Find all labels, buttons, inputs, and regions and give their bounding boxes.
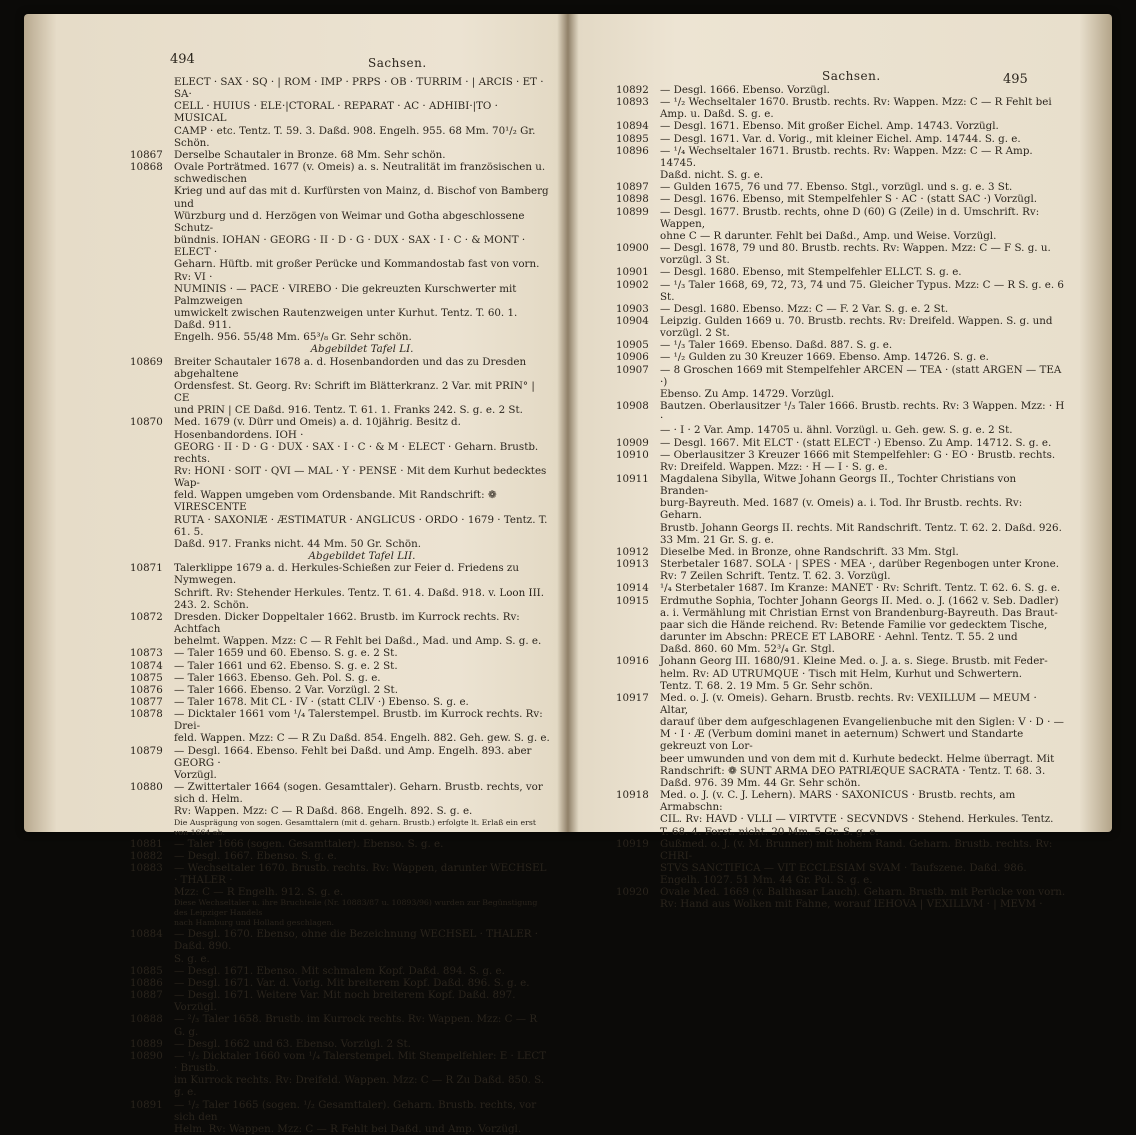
lot-description: — Taler 1678. Mit CL · IV · (statt CLIV ·) Ebenso. S. g. e. bbox=[174, 695, 469, 708]
lot-number: 10894 bbox=[616, 120, 649, 133]
catalog-entry bbox=[616, 692, 1066, 789]
lot-description: — Desgl. 1676. Ebenso, mit Stempelfehler S · AC · (statt SAC ·) Vorzügl. bbox=[660, 193, 1038, 206]
lot-number: 10879 bbox=[130, 744, 163, 757]
lot-description: — ¹/₄ Wechseltaler 1671. Brustb. rechts. Rv: Wappen. Mzz: C — R Amp. 14745. Daßd. nicht. S. g. e. bbox=[660, 144, 1033, 182]
lot-description: — Taler 1659 und 60. Ebenso. S. g. e. 2 St. bbox=[174, 647, 398, 660]
footnote bbox=[130, 818, 550, 838]
lot-number: 10889 bbox=[130, 1037, 163, 1050]
catalog-entry bbox=[616, 193, 1066, 205]
lot-number: 10875 bbox=[130, 671, 163, 684]
lot-number: 10908 bbox=[616, 400, 649, 413]
catalog-entry bbox=[616, 789, 1066, 838]
lot-number: 10887 bbox=[130, 989, 163, 1002]
lot-number: 10912 bbox=[616, 545, 649, 558]
lot-description: — Taler 1666 (sogen. Gesamttaler). Ebenso. S. g. e. bbox=[174, 837, 444, 850]
catalog-entry bbox=[130, 161, 550, 343]
lot-number: 10920 bbox=[616, 886, 649, 899]
lot-number: 10884 bbox=[130, 928, 163, 941]
lot-number: 10870 bbox=[130, 416, 163, 429]
lot-description: — Oberlausitzer 3 Kreuzer 1666 mit Stempelfehler: G · EO · Brustb. rechts. Rv: Dreifeld. Wappen. Mzz: · H — I · S. g. e. bbox=[660, 448, 1056, 473]
catalog-entry bbox=[616, 279, 1066, 303]
catalog-entry bbox=[616, 315, 1066, 339]
lot-description: — Taler 1663. Ebenso. Geh. Pol. S. g. e. bbox=[174, 671, 381, 684]
lot-description: — Dicktaler 1661 vom ¹/₄ Talerstempel. Brustb. im Kurrock rechts. Rv: Drei- feld. Wappen. Mzz: C — R Zu Daßd. 854. Engelh. 882. Geh. gew. S. g. e. bbox=[174, 708, 550, 745]
lot-description: — ¹/₂ Gulden zu 30 Kreuzer 1669. Ebenso. Amp. 14726. S. g. e. bbox=[660, 351, 989, 364]
catalog-entry bbox=[616, 133, 1066, 145]
left-page bbox=[24, 14, 564, 1135]
catalog-entry bbox=[130, 647, 550, 659]
lot-description: ¹/₄ Sterbetaler 1687. Im Kranze: MANET · Rv: Schrift. Tentz. T. 62. 6. S. g. e. bbox=[660, 582, 1061, 595]
lot-number: 10880 bbox=[130, 781, 163, 794]
lot-number: 10909 bbox=[616, 436, 649, 449]
lot-number: 10915 bbox=[616, 594, 649, 607]
lot-description: — Desgl. 1664. Ebenso. Fehlt bei Daßd. und Amp. Engelh. 893. aber GEORG · Vorzügl. bbox=[174, 744, 532, 781]
lot-description: Med. 1679 (v. Dürr und Omeis) a. d. 10jährig. Besitz d. Hosenbandordens. IOH · GEORG · II · D · G · DUX · SAX · I · C · & M · ELECT · Geharn. Brustb. rechts. Rv: HONI · SOIT · QVI — MAL · Y · PENSE · Mit dem Kurhut bedecktes Wap- feld. Wappen umgeben vom Ordensbande. Mit Randschrift: ❁ VIRESCENTE RUTA · SAXONIÆ · ÆSTIMATUR · ANGLICUS · ORDO · 1679 · Tentz. T. 61. 5. Daßd. 917. Franks nicht. 44 Mm. 50 Gr. Schön. bbox=[174, 416, 548, 550]
catalog-entry bbox=[616, 582, 1066, 594]
lot-number: 10886 bbox=[130, 976, 163, 989]
lot-number: 10876 bbox=[130, 683, 163, 696]
lot-description: Bautzen. Oberlausitzer ¹/₃ Taler 1666. Brustb. rechts. Rv: 3 Wappen. Mzz: · H · — · I · 2 Var. Amp. 14705 u. ähnl. Vorzügl. u. Geh. gew. S. g. e. 2 St. bbox=[660, 400, 1065, 437]
catalog-entry bbox=[616, 242, 1066, 266]
footnote bbox=[130, 898, 550, 928]
catalog-entry bbox=[616, 886, 1066, 910]
lot-description: ELECT · SAX · SQ · | ROM · IMP · PRPS · OB · TURRIM · | ARCIS · ET · SA· CELL · HUIUS · ELE·|CTORAL · REPARAT · AC · ADHIBI·|TO · MUSICAL CAMP · etc. Tentz. T. 59. 3. Daßd. 908. Engelh. 955. 68 Mm. 70¹/₂ Gr. Schön. bbox=[174, 76, 544, 149]
lot-number: 10885 bbox=[130, 964, 163, 977]
catalog-entry bbox=[616, 364, 1066, 400]
right-page bbox=[572, 14, 1112, 911]
lot-number: 10895 bbox=[616, 132, 649, 145]
lot-description: — ¹/₃ Taler 1669. Ebenso. Daßd. 887. S. g. e. bbox=[660, 339, 893, 352]
lot-description: Med. o. J. (v. Omeis). Geharn. Brustb. rechts. Rv: VEXILLUM — MEUM · Altar, darauf über dem aufgeschlagenen Evangelienbuche mit den Siglen: V · D · — M · I · Æ (Verbum domini manet in aeternum) Schwert und Standarte gekreuzt von Lor- beer umwunden und von dem mit d. Kurhute bedeckt. Helme überragt. Mit Randschrift: ❁ SUNT ARMA DEO PATRIÆQUE SACRATA · Tentz. T. 68. 3. Daßd. 976. 39 Mm. 44 Gr. Sehr schön. bbox=[660, 691, 1064, 789]
lot-number: 10881 bbox=[130, 837, 163, 850]
lot-description: — ¹/₂ Dicktaler 1660 vom ¹/₄ Talerstempel. Mit Stempelfehler: E · LECT · Brustb. im Kurrock rechts. Rv: Dreifeld. Wappen. Mzz: C — R Zu Daßd. 850. S. g. e. bbox=[174, 1049, 547, 1099]
lot-number: 10907 bbox=[616, 363, 649, 376]
lot-number: 10901 bbox=[616, 266, 649, 279]
lot-number: 10890 bbox=[130, 1049, 163, 1062]
lot-description: — Desgl. 1671. Var. d. Vorig., mit kleiner Eichel. Amp. 14744. S. g. e. bbox=[660, 132, 1021, 145]
lot-number: 10898 bbox=[616, 193, 649, 206]
lot-description: Ovale Med. 1669 (v. Balthasar Lauch). Geharn. Brustb. mit Perücke von vorn. Rv: Hand aus Wolken mit Fahne, worauf IEHOVA | VEXILLVM · | MEVM · bbox=[660, 886, 1066, 911]
lot-description: — Gulden 1675, 76 und 77. Ebenso. Stgl., vorzügl. und s. g. e. 3 St. bbox=[660, 181, 1013, 194]
lot-description: Magdalena Sibylla, Witwe Johann Georgs II., Tochter Christians von Branden- burg-Bayreuth. Med. 1687 (v. Omeis) a. i. Tod. Ihr Brustb. rechts. Rv: Geharn. Brustb. Johann Georgs II. rechts. Mit Randschrift. Tentz. T. 62. 2. Daßd. 926. 33 Mm. 21 Gr. S. g. e. bbox=[660, 473, 1062, 546]
catalog-entry bbox=[130, 928, 550, 964]
lot-number: 10902 bbox=[616, 278, 649, 291]
page-number: 495 bbox=[1003, 72, 1028, 87]
catalog-entry bbox=[616, 437, 1066, 449]
catalog-entry bbox=[616, 145, 1066, 181]
catalog-entry bbox=[130, 1099, 550, 1135]
lot-description: — Taler 1666. Ebenso. 2 Var. Vorzügl. 2 St. bbox=[174, 683, 398, 696]
lot-description: — Desgl. 1677. Brustb. rechts, ohne D (60) G (Zeile) in d. Umschrift. Rv: Wappen, ohne C — R darunter. Fehlt bei Daßd., Amp. und Weise. Vorzügl. bbox=[660, 205, 1040, 242]
lot-description: Med. o. J. (v. C. J. Lehern). MARS · SAXONICUS · Brustb. rechts, am Armabschn: CIL. Rv: HAVD · VLLI — VIRTVTE · SECVNDVS · Stehend. Herkules. Tentz. T. 68. 4. Forst. nicht. 20 Mm. 5 Gr. S. g. e. bbox=[660, 789, 1054, 838]
lot-description: — Taler 1661 und 62. Ebenso. S. g. e. 2 St. bbox=[174, 659, 398, 672]
lot-description: Derselbe Schautaler in Bronze. 68 Mm. Sehr schön. bbox=[174, 148, 446, 161]
plate-caption bbox=[130, 550, 550, 562]
lot-number: 10883 bbox=[130, 861, 163, 874]
catalog-entry bbox=[130, 76, 550, 149]
lot-number: 10899 bbox=[616, 205, 649, 218]
catalog-entry bbox=[130, 862, 550, 898]
plate-caption bbox=[130, 343, 550, 355]
lot-number: 10874 bbox=[130, 659, 163, 672]
lot-description: Leipzig. Gulden 1669 u. 70. Brustb. rechts. Rv: Dreifeld. Wappen. S. g. und vorzügl. 2 St. bbox=[660, 314, 1053, 340]
lot-description: — Desgl. 1667. Mit ELCT · (statt ELECT ·) Ebenso. Zu Amp. 14712. S. g. e. bbox=[660, 436, 1052, 449]
lot-number bbox=[130, 898, 174, 928]
lot-number: 10867 bbox=[130, 148, 163, 161]
catalog-entry bbox=[616, 181, 1066, 193]
lot-description: — ¹/₃ Taler 1668, 69, 72, 73, 74 und 75. Gleicher Typus. Mzz: C — R S. g. e. 6 St. bbox=[660, 278, 1064, 303]
lot-number: 10872 bbox=[130, 610, 163, 623]
lot-number: 10888 bbox=[130, 1013, 163, 1026]
lot-number: 10914 bbox=[616, 582, 649, 595]
lot-description: — Desgl. 1666. Ebenso. Vorzügl. bbox=[660, 84, 830, 96]
lot-description: Dieselbe Med. in Bronze, ohne Randschrift. 33 Mm. Stgl. bbox=[660, 545, 959, 558]
lot-description: — Zwittertaler 1664 (sogen. Gesamttaler). Geharn. Brustb. rechts, vor sich d. Helm. Rv: Wappen. Mzz: C — R Daßd. 868. Engelh. 892. S. g. e. bbox=[174, 781, 543, 818]
catalog-entry bbox=[130, 672, 550, 684]
lot-number: 10900 bbox=[616, 242, 649, 255]
catalog-entry bbox=[616, 400, 1066, 436]
lot-description: Talerklippe 1679 a. d. Herkules-Schießen zur Feier d. Friedens zu Nymwegen. Schrift. Rv: Stehender Herkules. Tentz. T. 61. 4. Daßd. 918. v. Loon III. 243. 2. Schön. bbox=[174, 562, 544, 611]
catalog-entry bbox=[130, 684, 550, 696]
catalog-entry bbox=[130, 1038, 550, 1050]
lot-number: 10897 bbox=[616, 181, 649, 194]
catalog-entry bbox=[616, 266, 1066, 278]
lot-description: Erdmuthe Sophia, Tochter Johann Georgs II. Med. o. J. (1662 v. Seb. Dadler) a. i. Vermählung mit Christian Ernst von Brandenburg-Bayreuth. Das Braut- paar sich die Hände reichend. Rv: Betende Familie vor gedecktem Tische, darunter im Abschn: PRECE ET LABORE · Aehnl. Tentz. T. 55. 2 und Daßd. 860. 60 Mm. 52³/₄ Gr. Stgl. bbox=[660, 594, 1059, 656]
lot-number: 10918 bbox=[616, 789, 649, 802]
lot-number: 10878 bbox=[130, 708, 163, 721]
lot-number: 10891 bbox=[130, 1098, 163, 1111]
open-book bbox=[24, 14, 1112, 1135]
catalog-entry bbox=[616, 558, 1066, 582]
lot-number: 10903 bbox=[616, 302, 649, 315]
catalog-entry bbox=[130, 149, 550, 161]
catalog-entry bbox=[616, 473, 1066, 546]
lot-number: 10868 bbox=[130, 161, 163, 174]
lot-number: 10896 bbox=[616, 144, 649, 157]
lot-number: 10892 bbox=[616, 84, 649, 96]
lot-description: — ¹/₂ Taler 1665 (sogen. ¹/₂ Gesamttaler). Geharn. Brustb. rechts, vor sich den Helm. Rv: Wappen. Mzz: C — R Fehlt bei Daßd. und Amp. Vorzügl. bbox=[174, 1098, 537, 1135]
catalog-entry bbox=[130, 850, 550, 862]
catalog-entry bbox=[130, 989, 550, 1013]
lot-number: 10871 bbox=[130, 562, 163, 575]
catalog-entry bbox=[616, 96, 1066, 120]
lot-description: — Desgl. 1671. Ebenso. Mit schmalem Kopf. Daßd. 894. S. g. e. bbox=[174, 964, 505, 977]
lot-number: 10913 bbox=[616, 558, 649, 571]
lot-description: — Desgl. 1671. Weitere Var. Mit noch breiterem Kopf. Daßd. 897. Vorzügl. bbox=[174, 989, 516, 1014]
lot-number: 10905 bbox=[616, 339, 649, 352]
catalog-entry bbox=[130, 356, 550, 417]
caption-text: Abgebildet Tafel LI. bbox=[310, 343, 414, 356]
lot-number: 10873 bbox=[130, 647, 163, 660]
lot-description: — Wechseltaler 1670. Brustb. rechts. Rv: Wappen, darunter WECHSEL · THALER · Mzz: C — R Engelh. 912. S. g. e. bbox=[174, 861, 547, 899]
catalog-entry bbox=[616, 120, 1066, 132]
catalog-entry bbox=[616, 351, 1066, 363]
lot-number: 10916 bbox=[616, 655, 649, 668]
lot-description: — Desgl. 1662 und 63. Ebenso. Vorzügl. 2 St. bbox=[174, 1037, 411, 1050]
catalog-entry bbox=[130, 1050, 550, 1099]
lot-description: — 8 Groschen 1669 mit Stempelfehler ARCEN — TEA · (statt ARGEN — TEA ·) Ebenso. Zu Amp. 14729. Vorzügl. bbox=[660, 363, 1062, 400]
lot-description: — Desgl. 1671. Ebenso. Mit großer Eichel. Amp. 14743. Vorzügl. bbox=[660, 120, 999, 133]
lot-description: — Desgl. 1678, 79 und 80. Brustb. rechts. Rv: Wappen. Mzz: C — F S. g. u. vorzügl. 3 St. bbox=[660, 242, 1051, 267]
catalog-entry bbox=[130, 1013, 550, 1037]
lot-description: Ovale Porträtmed. 1677 (v. Omeis) a. s. Neutralität im französischen u. schwedischen Krieg und auf das mit d. Kurfürsten von Mainz, d. Bischof von Bamberg und Würzburg und d. Herzögen von Weimar und Gotha abgeschlossene Schutz- bündnis. IOHAN · GEORG · II · D · G · DUX · SAX · I · C · & MONT · ELECT · Geharn. Hüftb. mit großer Perücke und Kommandostab fast von vorn. Rv: VI · NUMINIS · — PACE · VIREBO · Die gekreuzten Kurschwerter mit Palmzweigen umwickelt zwischen Rautenzweigen unter Kurhut. Tentz. T. 60. 1. Daßd. 911. Engelh. 956. 55/48 Mm. 65³/₈ Gr. Sehr schön. bbox=[174, 161, 549, 344]
catalog-entry bbox=[616, 655, 1066, 691]
catalog-entry bbox=[616, 84, 1066, 96]
lot-number: 10917 bbox=[616, 691, 649, 704]
lot-number: 10877 bbox=[130, 695, 163, 708]
lot-description: Dresden. Dicker Doppeltaler 1662. Brustb. im Kurrock rechts. Rv: Achtfach behelmt. Wappen. Mzz: C — R Fehlt bei Daßd., Mad. und Amp. S. g. e. bbox=[174, 610, 542, 648]
catalog-entry bbox=[616, 339, 1066, 351]
catalog-entry bbox=[130, 977, 550, 989]
lot-description: Diese Wechseltaler u. ihre Bruchteile (Nr. 10883/87 u. 10893/96) wurden zur Begünstigung des Leipziger Handels nach Hamburg und Holland geschlagen. bbox=[174, 898, 538, 928]
catalog-entry bbox=[616, 206, 1066, 242]
lot-number: 10904 bbox=[616, 314, 649, 327]
lot-description: — Desgl. 1671. Var. d. Vorig. Mit breiterem Kopf. Daßd. 896. S. g. e. bbox=[174, 976, 530, 989]
lot-number: 10882 bbox=[130, 849, 163, 862]
lot-description: — Desgl. 1667. Ebenso. S. g. e. bbox=[174, 849, 337, 862]
catalog-entry bbox=[616, 838, 1066, 887]
catalog-entry bbox=[130, 708, 550, 744]
catalog-entry bbox=[616, 303, 1066, 315]
catalog-entry bbox=[130, 660, 550, 672]
lot-description: Die Ausprägung von sogen. Gesamttalern (mit d. geharn. Brustb.) erfolgte lt. Erlaß ein erst von 1664 ab. bbox=[174, 817, 536, 837]
page-number: 494 bbox=[170, 52, 195, 67]
lot-description: — Desgl. 1680. Ebenso. Mzz: C — F. 2 Var. S. g. e. 2 St. bbox=[660, 302, 949, 315]
catalog-entry bbox=[616, 595, 1066, 656]
lot-description: Johann Georg III. 1680/91. Kleine Med. o. J. a. s. Siege. Brustb. mit Feder- helm. Rv: AD UTRUMQUE · Tisch mit Helm, Kurhut und Schwertern. Tentz. T. 68. 2. 19 Mm. 5 Gr. Sehr schön. bbox=[660, 655, 1048, 692]
lot-description: Breiter Schautaler 1678 a. d. Hosenbandorden und das zu Dresden abgehaltene Ordensfest. St. Georg. Rv: Schrift im Blätterkranz. 2 Var. mit PRIN° | CE und PRIN | CE Daßd. 916. Tentz. T. 61. 1. Franks 242. S. g. e. 2 St. bbox=[174, 355, 535, 417]
catalog-entry bbox=[130, 781, 550, 817]
lot-number bbox=[130, 76, 174, 149]
catalog-entries bbox=[130, 76, 550, 1135]
running-head: Sachsen. bbox=[368, 56, 427, 70]
lot-description: Sterbetaler 1687. SOLA · | SPES · MEA ·, darüber Regenbogen unter Krone. Rv: 7 Zeilen Schrift. Tentz. T. 62. 3. Vorzügl. bbox=[660, 558, 1060, 583]
lot-description: — Desgl. 1680. Ebenso, mit Stempelfehler ELLCT. S. g. e. bbox=[660, 266, 962, 279]
running-head: Sachsen. bbox=[822, 69, 881, 83]
lot-number: 10906 bbox=[616, 351, 649, 364]
catalog-entry bbox=[130, 696, 550, 708]
lot-number: 10919 bbox=[616, 837, 649, 850]
catalog-entry bbox=[130, 611, 550, 647]
lot-number: 10910 bbox=[616, 448, 649, 461]
lot-number: 10893 bbox=[616, 96, 649, 109]
lot-description: Gußmed. o. J. (v. M. Brunner) mit hohem Rand. Geharn. Brustb. rechts. Rv: CHRI- STVS SANCTIFICA — VIT ECCLESIAM SVAM · Taufszene. Daßd. 986. Engelh. 1027. 51 Mm. 44 Gr. Pol. S. g. e. bbox=[660, 837, 1053, 887]
lot-number bbox=[130, 818, 174, 838]
catalog-entry bbox=[130, 562, 550, 611]
lot-description: — Desgl. 1670. Ebenso, ohne die Bezeichnung WECHSEL · THALER · Daßd. 890. S. g. e. bbox=[174, 928, 539, 965]
lot-number: 10869 bbox=[130, 355, 163, 368]
catalog-entry bbox=[616, 449, 1066, 473]
catalog-entry bbox=[130, 416, 550, 550]
catalog-entry bbox=[130, 838, 550, 850]
lot-description: — ¹/₂ Wechseltaler 1670. Brustb. rechts. Rv: Wappen. Mzz: C — R Fehlt bei Amp. u. Daßd. S. g. e. bbox=[660, 96, 1052, 121]
catalog-entry bbox=[130, 745, 550, 781]
catalog-entries bbox=[616, 84, 1066, 911]
catalog-entry bbox=[616, 546, 1066, 558]
lot-number: 10911 bbox=[616, 473, 649, 485]
lot-description: — ²/₃ Taler 1658. Brustb. im Kurrock rechts. Rv: Wappen. Mzz: C — R G. g. bbox=[174, 1013, 538, 1038]
caption-text: Abgebildet Tafel LII. bbox=[308, 550, 416, 563]
catalog-entry bbox=[130, 965, 550, 977]
